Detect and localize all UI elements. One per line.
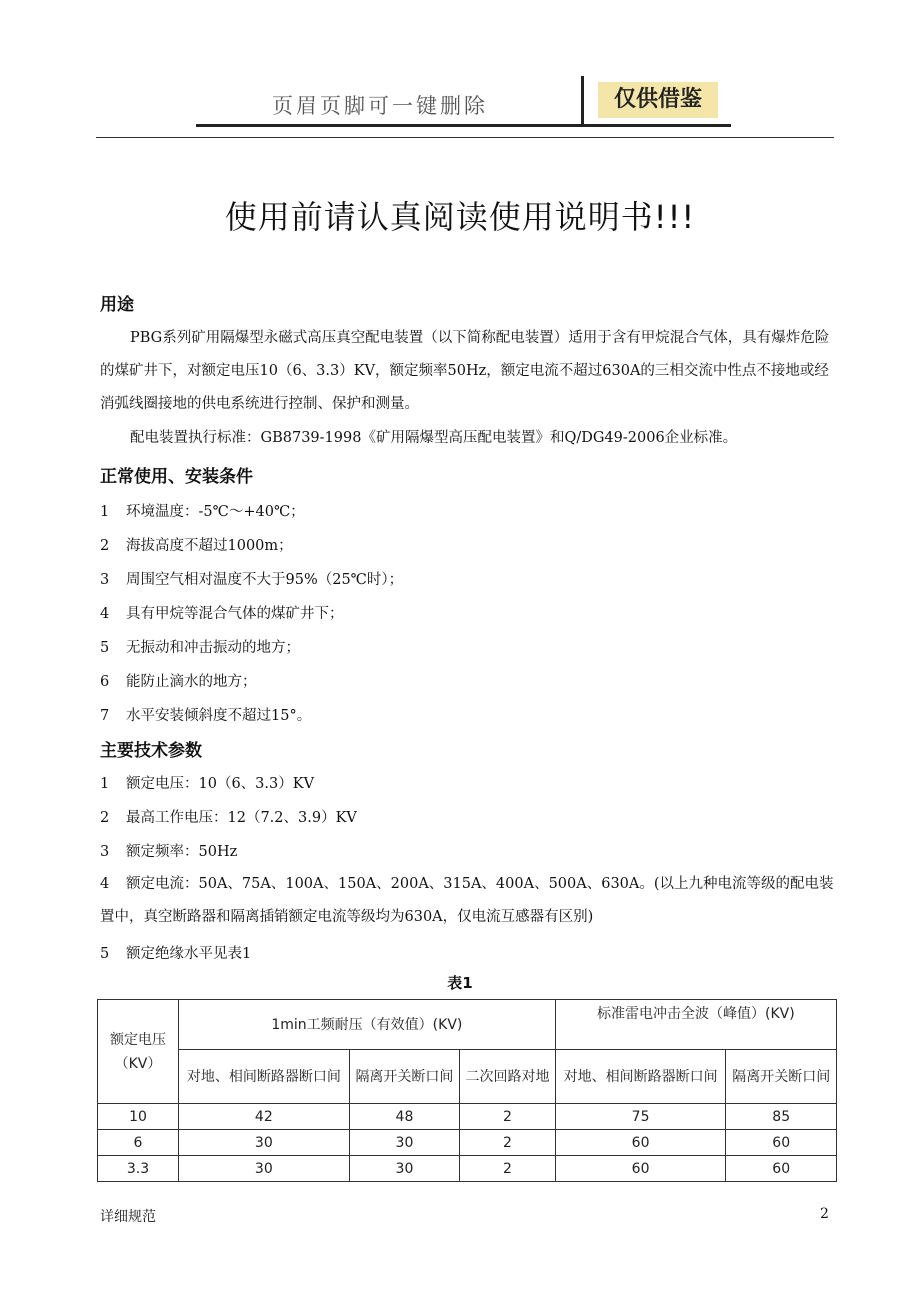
list-item: 1 额定电压：10（6、3.3）KV: [100, 776, 315, 792]
list-item: 2 最高工作电压：12（7.2、3.9）KV: [100, 810, 357, 826]
list-item: 3 额定频率：50Hz: [100, 844, 238, 860]
list-item: 7 水平安装倾斜度不超过15°。: [100, 708, 312, 724]
list-item: 6 能防止滴水的地方；: [100, 674, 257, 690]
page-number: 2: [820, 1206, 829, 1222]
usage-paragraph-1: PBG系列矿用隔爆型永磁式高压真空配电装置（以下简称配电装置）适用于含有甲烷混合气体，具有爆炸危险的煤矿井下，对额定电压10（6、3.3）KV，额定频率50Hz，额定电流不超过630A的三相交流中性点不接地或经消弧线圈接地的供电系统进行控制、保护和测量。: [100, 330, 830, 412]
sub-header: 隔离开关断口间: [349, 1050, 460, 1104]
table-cell: 10: [98, 1104, 179, 1130]
sub-header: 隔离开关断口间: [726, 1050, 837, 1104]
list-item: 4 额定电流：50A、75A、100A、150A、200A、315A、400A、500A、630A。(以上九种电流等级的配电装置中，真空断路器和隔离插销额定电流等级均为630A，仅电流互感器有区别): [100, 876, 834, 925]
insulation-table: [97, 999, 837, 1182]
group-header-lightning: 标准雷电冲击全波（峰值）(KV): [555, 1000, 836, 1050]
table-cell: 2: [460, 1156, 556, 1182]
sub-header: 二次回路对地: [460, 1050, 556, 1104]
group-header-power-frequency: 1min工频耐压（有效值）(KV): [179, 1000, 556, 1050]
table-cell: 6: [98, 1130, 179, 1156]
usage-paragraph-2: 配电装置执行标准：GB8739-1998《矿用隔爆型高压配电装置》和Q/DG49-2006企业标准。: [130, 430, 738, 446]
table-row: [98, 1156, 837, 1182]
sub-header: 对地、相间断路器断口间: [555, 1050, 726, 1104]
footer-text: 详细规范: [100, 1209, 156, 1225]
table-cell: 30: [179, 1130, 350, 1156]
list-item: 4 具有甲烷等混合气体的煤矿井下；: [100, 606, 344, 622]
header-divider: [581, 76, 584, 126]
list-item: 5 无振动和冲击振动的地方；: [100, 640, 300, 656]
header-badge: 仅供借鉴: [598, 82, 718, 118]
table-cell: 42: [179, 1104, 350, 1130]
header-text: 页眉页脚可一键删除: [272, 94, 488, 118]
page-header: [0, 0, 920, 140]
table-cell: 75: [555, 1104, 726, 1130]
usage-heading: 用途: [100, 295, 134, 315]
table-cell: 30: [349, 1130, 460, 1156]
table-caption: 表1: [447, 974, 473, 992]
header-underline: [196, 124, 731, 127]
table-cell: 3.3: [98, 1156, 179, 1182]
page-title: 使用前请认真阅读使用说明书!!!: [224, 198, 696, 236]
table-cell: 60: [555, 1156, 726, 1182]
list-item: 3 周围空气相对温度不大于95%（25℃时）；: [100, 572, 404, 588]
conditions-heading: 正常使用、安装条件: [100, 467, 253, 487]
list-item: 1 环境温度：-5℃～+40℃；: [100, 504, 305, 520]
table-cell: 30: [349, 1156, 460, 1182]
table-row: [98, 1104, 837, 1130]
header-rule: [96, 137, 834, 138]
table-row: [98, 1130, 837, 1156]
table-cell: 60: [555, 1130, 726, 1156]
table-cell: 30: [179, 1156, 350, 1182]
table-cell: 85: [726, 1104, 837, 1130]
params-heading: 主要技术参数: [100, 741, 202, 761]
list-item: 5 额定绝缘水平见表1: [100, 946, 252, 962]
sub-header: 对地、相间断路器断口间: [179, 1050, 350, 1104]
col-header-voltage: 额定电压（KV）: [98, 1000, 179, 1104]
list-item: 2 海拔高度不超过1000m；: [100, 538, 293, 554]
table-cell: 2: [460, 1130, 556, 1156]
table-cell: 2: [460, 1104, 556, 1130]
table-cell: 60: [726, 1130, 837, 1156]
table-cell: 48: [349, 1104, 460, 1130]
table-cell: 60: [726, 1156, 837, 1182]
